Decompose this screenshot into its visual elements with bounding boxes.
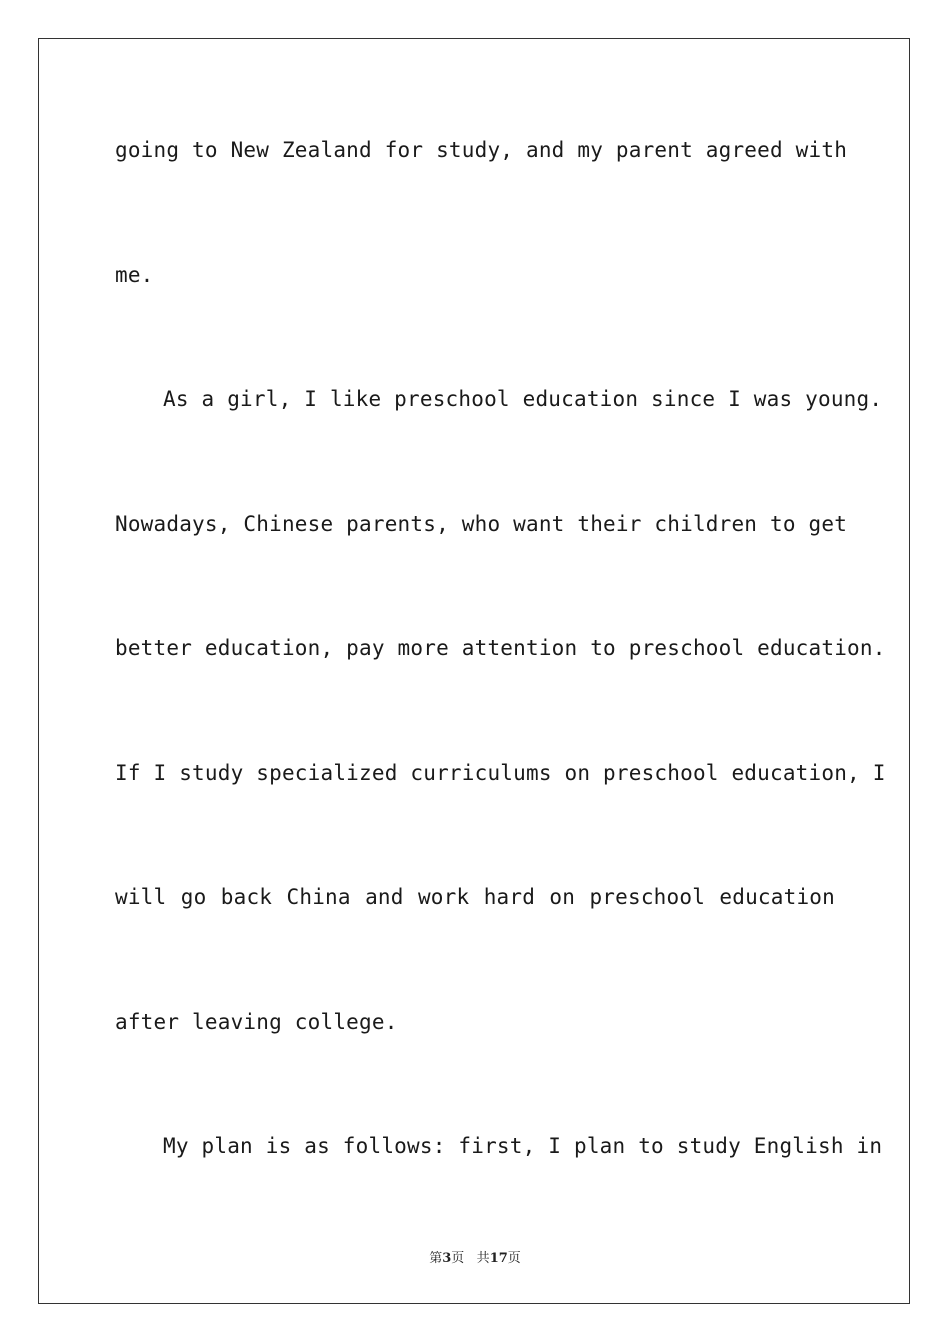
text-line-8: after leaving college. — [115, 1010, 398, 1034]
footer-prefix: 第 — [429, 1251, 443, 1266]
text-line-4: Nowadays, Chinese parents, who want their children to get — [115, 512, 848, 536]
total-page-count: 17 — [489, 1251, 508, 1266]
text-line-5: better education, pay more attention to preschool education. — [115, 636, 886, 660]
text-line-2: me. — [115, 263, 154, 287]
footer-total-prefix: 共 — [476, 1251, 490, 1266]
text-line-6: If I study specialized curriculums on preschool education, I — [115, 761, 886, 785]
footer-total-suffix: 页 — [507, 1251, 521, 1266]
text-line-9: My plan is as follows: first, I plan to study English in — [163, 1134, 883, 1158]
text-line-7: will go back China and work hard on preschool education — [115, 885, 835, 909]
current-page-number: 3 — [442, 1251, 452, 1266]
footer-page-suffix: 页 — [451, 1251, 465, 1266]
text-line-3: As a girl, I like preschool education since I was young. — [163, 387, 883, 411]
text-line-1: going to New Zealand for study, and my parent agreed with — [115, 138, 848, 162]
page-number-footer — [0, 1247, 950, 1266]
page-border — [38, 38, 910, 1304]
